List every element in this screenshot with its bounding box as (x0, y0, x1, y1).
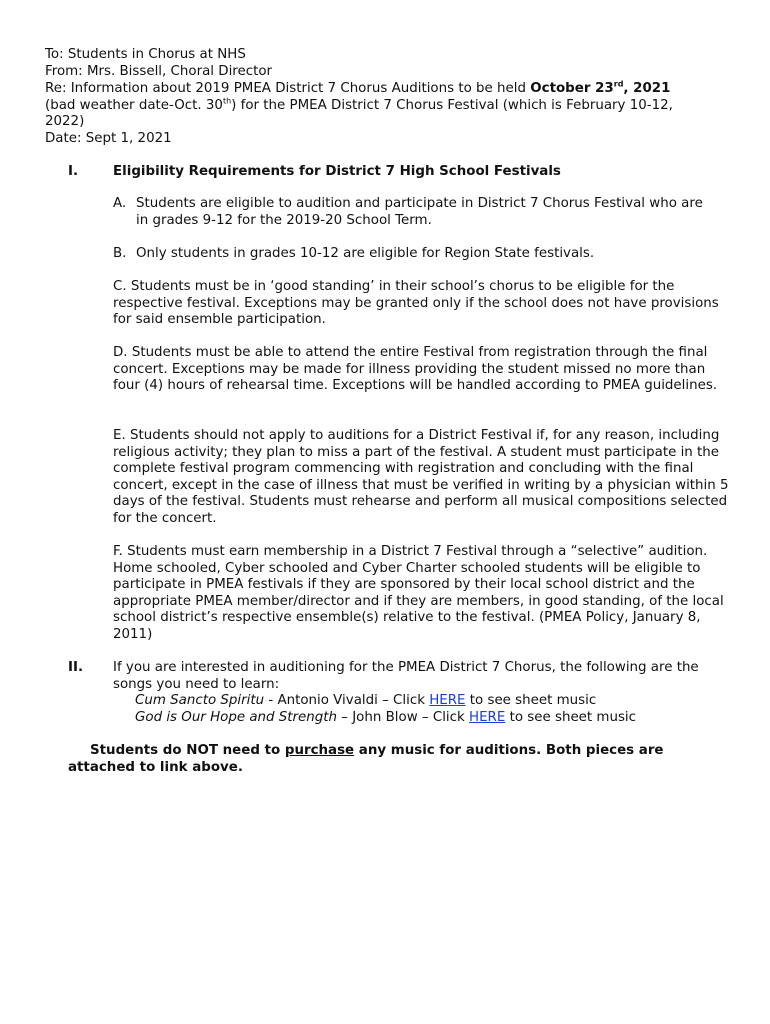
memo-re (45, 80, 670, 97)
memo-re-line2-a: (bad weather date-Oct. 30 (45, 98, 223, 113)
footer-note-line2: attached to link above. (68, 760, 243, 775)
memo-re-line2 (45, 97, 673, 114)
memo-re-date: October 23 (530, 81, 614, 96)
section-1-numeral: I. (68, 164, 79, 179)
memo-to: To: Students in Chorus at NHS (45, 47, 246, 62)
sheet-music-link[interactable]: HERE (469, 710, 506, 725)
song-separator: - (264, 693, 278, 708)
memo-re-line2-sup: th (222, 96, 232, 106)
song-separator: – (337, 710, 353, 725)
section-2-numeral: II. (68, 660, 84, 675)
song-item (135, 709, 636, 726)
memo-date: Date: Sept 1, 2021 (45, 131, 172, 146)
song-title: Cum Sancto Spiritu (135, 693, 265, 708)
section-2-intro-line1: If you are interested in auditioning for the PMEA District 7 Chorus, the following are the (113, 660, 699, 675)
memo-re-prefix: Re: Information about 2019 PMEA District 7 Chorus Auditions to be held (45, 81, 531, 96)
song-composer: Antonio Vivaldi – Click (277, 693, 430, 708)
memo-re-line3: 2022) (45, 114, 85, 129)
footer-note-post: any music for auditions. Both pieces are (354, 743, 664, 758)
requirement-a-line1: Students are eligible to audition and participate in District 7 Chorus Festival who are (136, 196, 703, 211)
sheet-music-link[interactable]: HERE (429, 693, 466, 708)
requirement-c: C. Students must be in ‘good standing’ in their school’s chorus to be eligible for the respective festival. Exceptions may be granted only if the school does not have provisions for said ensemble participation. (113, 279, 719, 328)
section-1-title: Eligibility Requirements for District 7 High School Festivals (113, 164, 561, 179)
footer-note-underlined: purchase (284, 743, 355, 758)
song-composer: John Blow – Click (352, 710, 470, 725)
section-2-intro-line2: songs you need to learn: (113, 677, 280, 692)
footer-note-line1 (90, 742, 664, 759)
memo-re-year: , 2021 (623, 81, 671, 96)
requirement-d: D. Students must be able to attend the entire Festival from registration through the final concert. Exceptions may be made for illness providing the student missed no more than four (4) hours of rehearsal time. Exceptions will be handled according to PMEA guidelines. (113, 345, 718, 394)
requirement-a-line2: in grades 9-12 for the 2019-20 School Term. (136, 212, 432, 228)
footer-note-pre: Students do NOT need to (90, 743, 285, 758)
requirement-f: F. Students must earn membership in a District 7 Festival through a “selective” audition. Home schooled, Cyber schooled and Cyber Charter schooled students will be eligible to participate in PMEA festivals if they are sponsored by their local school district and the appropriate PMEA member/director and if they are members, in good standing, of the local school district’s respective ensemble(s) relative to the festival. (PMEA Policy, January 8, 2011) (113, 544, 724, 642)
requirement-b (113, 246, 594, 263)
requirement-e: E. Students should not apply to auditions for a District Festival if, for any reason, including religious activity; they plan to miss a part of the festival. A student must participate in the complete festival program commencing with registration and concluding with the final concert, except in the case of illness that must be verified in writing by a physician within 5 days of the festival. Students must rehearse and perform all musical compositions selected for the concert. (113, 428, 729, 526)
memo-from: From: Mrs. Bissell, Choral Director (45, 64, 273, 79)
song-item (135, 692, 596, 709)
requirement-b-text: Only students in grades 10-12 are eligible for Region State festivals. (136, 246, 595, 261)
song-title: God is Our Hope and Strength (135, 710, 337, 725)
requirement-a-letter: A. (113, 196, 127, 211)
requirement-b-letter: B. (113, 246, 127, 261)
requirement-a (113, 196, 703, 229)
memo-re-line2-b: ) for the PMEA District 7 Chorus Festival (which is February 10-12, (231, 98, 673, 113)
song-link-suffix: to see sheet music (465, 693, 597, 708)
memo-re-date-sup: rd (613, 79, 624, 89)
song-link-suffix: to see sheet music (505, 710, 637, 725)
